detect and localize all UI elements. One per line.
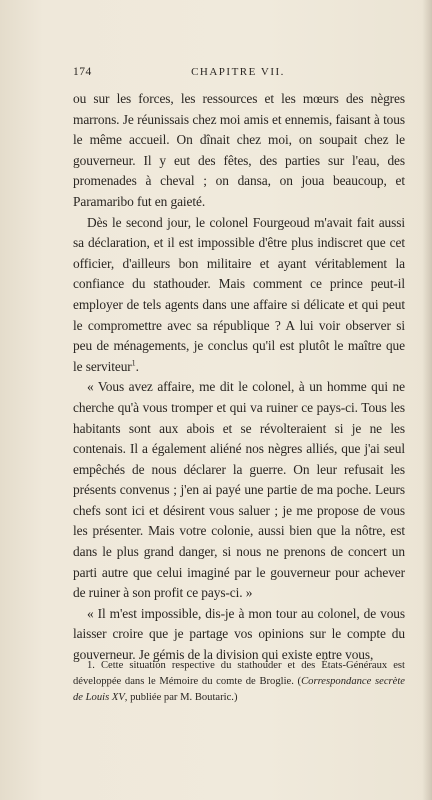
paragraph-2-text: Dès le second jour, le colonel Fourgeoud m'avait fait aussi sa déclaration, et il est impossible d'être plus indiscret que cet officier, d'ailleurs bon militaire et ayant véritablement la confiance du stathouder. Mais comment ce prince peut-il employer de tels agents dans une affaire si délicate et qui peut le compromettre avec sa république ? A lui voir observer si peu de ménagements, je conclus qu'il est plutôt le maître que le serviteur [73, 214, 405, 374]
paragraph-2 [73, 213, 405, 378]
paragraph-1: ou sur les forces, les ressources et les mœurs des nègres marrons. Je réunissais chez moi amis et ennemis, faisant à tous le même accueil. On dînait chez moi, on soupait chez le gouverneur. Il y eut des fêtes, des parties sur l'eau, des promenades à cheval ; on dansa, on joua beaucoup, et Paramaribo fut en gaieté. [73, 91, 405, 209]
footnote-text [73, 658, 405, 706]
body-text [73, 89, 405, 666]
running-head [73, 66, 403, 82]
paragraph-4: « Il m'est impossible, dis-je à mon tour au colonel, de vous laisser croire que je partage vos opinions sur le compte du gouverneur. Je gémis de la division qui existe entre vous, [73, 605, 405, 663]
footnote-reference: 1 [131, 358, 136, 368]
footnote [73, 658, 405, 706]
footnote-text-end: , publiée par M. Boutaric.) [124, 692, 238, 703]
paragraph-2-end: . [135, 358, 139, 374]
page-gutter-shadow [422, 0, 432, 800]
footnote-number: 1. [87, 660, 95, 671]
paragraph-3: « Vous avez affaire, me dit le colonel, à un homme qui ne cherche qu'à vous tromper et qui va ruiner ce pays-ci. Tous les habitants sont aux abois et se révolteraient si je ne les contenais. Il a également aliéné nos nègres alliés, que j'ai seul empêchés de nous déclarer la guerre. On leur refusait les présents convenus ; j'en ai payé une partie de ma poche. Leurs chefs sont ici et désirent vous saluer ; je me propose de vous les présenter. Mais votre colonie, aussi bien que la nôtre, est dans le plus grand danger, si nous ne prenons de concert un parti autre que celui imaginé par le gouverneur pour achever de ruiner à son profit ce pays-ci. » [73, 379, 405, 601]
footnote-italic-title: Correspondance secrète de Louis XV [73, 676, 406, 703]
footnote-text-start: Cette situation respective du stathouder et des États-Généraux est développée dans le Mémoire du comte de Broglie. ( [73, 660, 405, 687]
chapter-title: CHAPITRE VII. [191, 66, 285, 78]
page-number: 174 [73, 66, 92, 78]
